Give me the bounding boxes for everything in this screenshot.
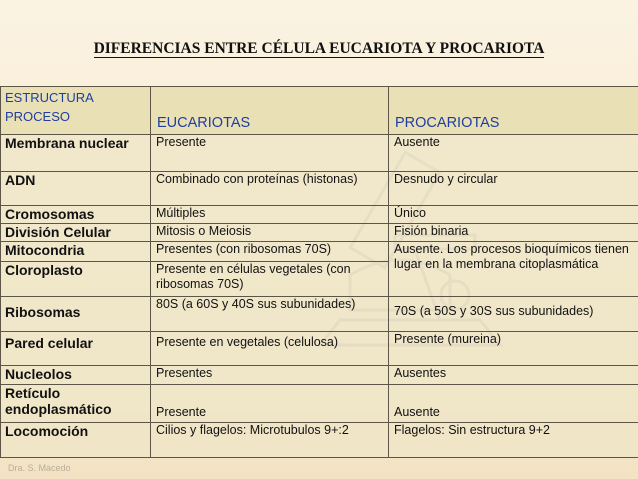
- table-row: [1, 206, 638, 224]
- table-row: [1, 332, 638, 366]
- row-prokaryotes: Flagelos: Sin estructura 9+2: [389, 423, 638, 458]
- row-eukaryotes: Presente: [151, 384, 389, 423]
- table-header-row: [1, 87, 638, 135]
- row-structure: Membrana nuclear: [1, 135, 151, 172]
- row-structure: Locomoción: [1, 423, 151, 458]
- row-prokaryotes: Presente (mureina): [389, 332, 638, 366]
- row-prokaryotes: Ausentes: [389, 365, 638, 384]
- header-structure: ESTRUCTURA PROCESO: [1, 87, 151, 135]
- row-structure: ADN: [1, 171, 151, 206]
- row-prokaryotes: 70S (a 50S y 30S sus subunidades): [389, 296, 638, 332]
- row-eukaryotes: Cilios y flagelos: Microtubulos 9+:2: [151, 423, 389, 458]
- table-row: [1, 224, 638, 242]
- row-eukaryotes: Presente: [151, 135, 389, 172]
- row-structure: Nucleolos: [1, 365, 151, 384]
- row-prokaryotes: Único: [389, 206, 638, 224]
- row-eukaryotes: Mitosis o Meiosis: [151, 224, 389, 242]
- table-row: [1, 296, 638, 332]
- page-title: DIFERENCIAS ENTRE CÉLULA EUCARIOTA Y PROCARIOTA: [93, 40, 545, 57]
- row-prokaryotes: Ausente: [389, 384, 638, 423]
- row-eukaryotes: Presentes: [151, 365, 389, 384]
- row-prokaryotes: Ausente: [389, 135, 638, 172]
- row-structure: Cromosomas: [1, 206, 151, 224]
- row-eukaryotes: Múltiples: [151, 206, 389, 224]
- comparison-table: [0, 86, 638, 458]
- row-eukaryotes: Combinado con proteínas (histonas): [151, 171, 389, 206]
- row-structure: Mitocondria: [1, 242, 151, 262]
- header-eukaryotes: EUCARIOTAS: [151, 87, 389, 135]
- table-row: [1, 171, 638, 206]
- table-row: [1, 384, 638, 423]
- table-row: [1, 423, 638, 458]
- row-prokaryotes-merged: Ausente. Los procesos bioquímicos tienen lugar en la membrana citoplasmática: [389, 242, 638, 296]
- row-eukaryotes: Presente en vegetales (celulosa): [151, 332, 389, 366]
- table-row: [1, 135, 638, 172]
- row-prokaryotes: Desnudo y circular: [389, 171, 638, 206]
- row-structure: División Celular: [1, 224, 151, 242]
- row-structure: Retículo endoplasmático: [1, 384, 151, 423]
- header-prokaryotes: PROCARIOTAS: [389, 87, 638, 135]
- row-eukaryotes: Presentes (con ribosomas 70S): [151, 242, 389, 262]
- table-row: [1, 242, 638, 262]
- row-eukaryotes: Presente en células vegetales (con ribosomas 70S): [151, 261, 389, 296]
- row-prokaryotes: Fisión binaria: [389, 224, 638, 242]
- table-row: [1, 365, 638, 384]
- author-credit: Dra. S. Macedo: [8, 463, 71, 473]
- row-structure: Cloroplasto: [1, 261, 151, 296]
- row-structure: Ribosomas: [1, 296, 151, 332]
- row-structure: Pared celular: [1, 332, 151, 366]
- row-eukaryotes: 80S (a 60S y 40S sus subunidades): [151, 296, 389, 332]
